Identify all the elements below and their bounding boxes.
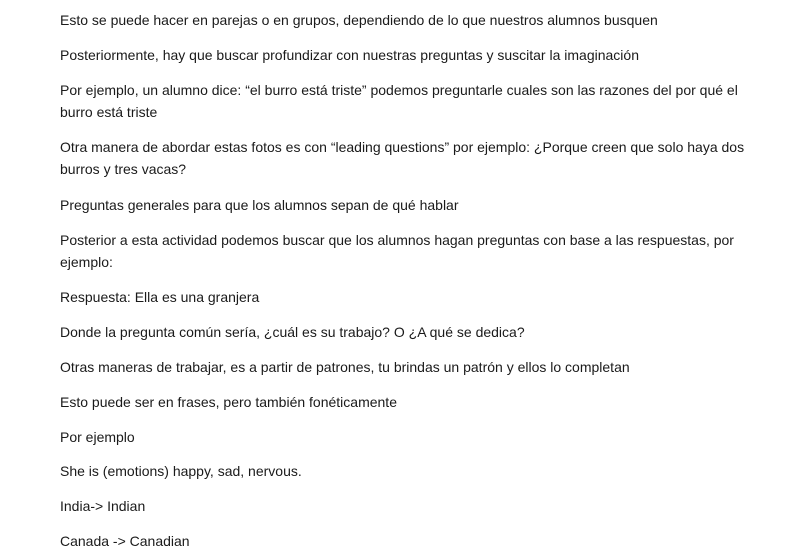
paragraph-sad-donkey-example: Por ejemplo, un alumno dice: “el burro está triste” podemos preguntarle cuales son las razones del por qué el burro está triste: [60, 82, 738, 120]
paragraph-emotions-example: She is (emotions) happy, sad, nervous.: [60, 463, 302, 479]
paragraph-india-example: India-> Indian: [60, 498, 146, 514]
paragraph-canada-example: Canada -> Canadian: [60, 533, 190, 549]
paragraph-students-ask: Posterior a esta actividad podemos buscar que los alumnos hagan preguntas con base a las respuestas, por ejemplo:: [60, 232, 734, 270]
paragraph-general-questions: Preguntas generales para que los alumnos sepan de qué hablar: [60, 197, 459, 213]
paragraph-leading-questions: Otra manera de abordar estas fotos es con “leading questions” por ejemplo: ¿Porque creen que solo haya dos burros y tres vacas?: [60, 139, 745, 177]
paragraph-common-question: Donde la pregunta común sería, ¿cuál es su trabajo? O ¿A qué se dedica?: [60, 324, 525, 340]
paragraph-answer-example: Respuesta: Ella es una granjera: [60, 289, 260, 305]
paragraph-pairs-or-groups: Esto se puede hacer en parejas o en grupos, dependiendo de lo que nuestros alumnos busquen: [60, 12, 658, 28]
paragraph-deepen-questions: Posteriormente, hay que buscar profundizar con nuestras preguntas y suscitar la imaginación: [60, 47, 639, 63]
paragraph-for-example: Por ejemplo: [60, 429, 135, 445]
paragraph-phonetics: Esto puede ser en frases, pero también fonéticamente: [60, 394, 397, 410]
paragraph-patterns: Otras maneras de trabajar, es a partir de patrones, tu brindas un patrón y ellos lo completan: [60, 359, 630, 375]
